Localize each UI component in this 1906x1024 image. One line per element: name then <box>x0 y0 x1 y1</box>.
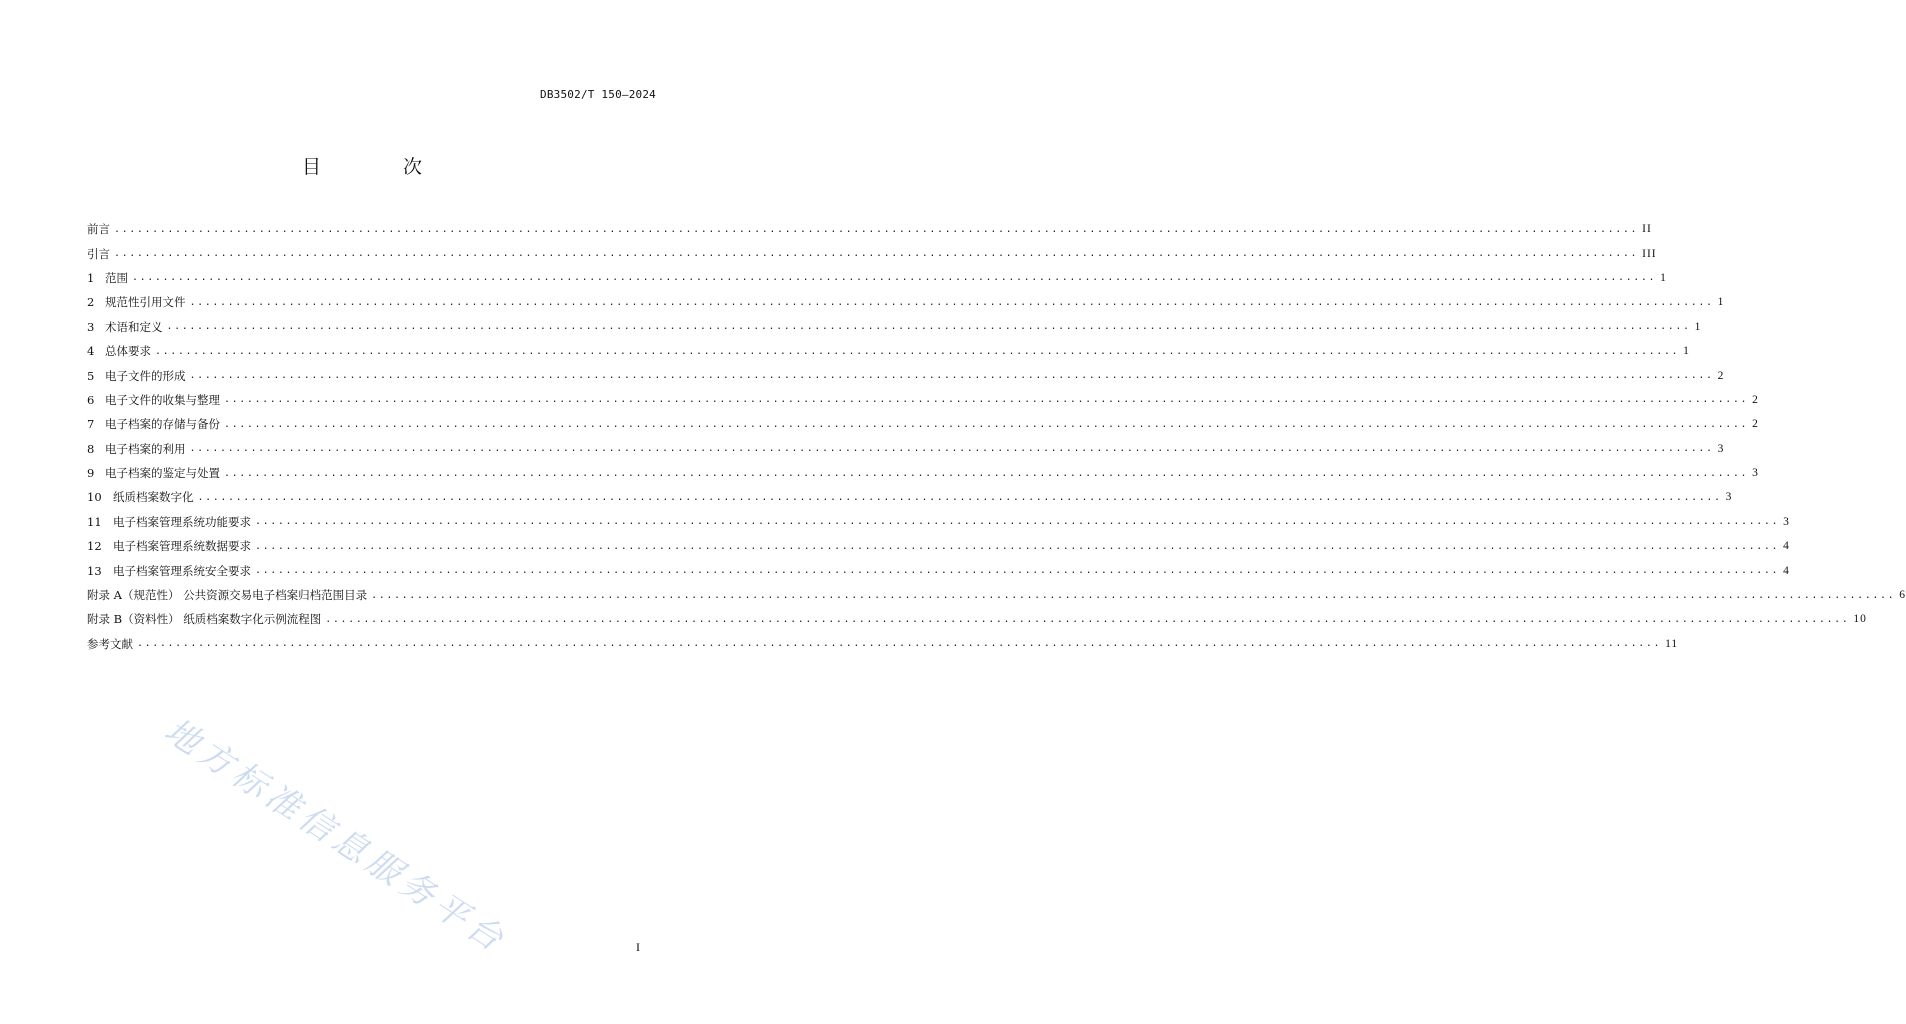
toc-entry[interactable] <box>87 290 1725 314</box>
toc-entry[interactable] <box>87 534 1790 558</box>
toc-leader-dots: ........................................................................................................................................................................................................ <box>224 418 1749 430</box>
toc-entry-number: 1 <box>87 270 95 285</box>
toc-leader-dots: ........................................................................................................................................................................................................ <box>325 613 1850 625</box>
toc-leader-dots: ........................................................................................................................................................................................................ <box>224 467 1749 479</box>
toc-entry-label <box>87 465 220 481</box>
toc-entry-label <box>87 538 251 554</box>
toc-entry-label <box>87 489 194 505</box>
toc-entry-label <box>87 221 110 237</box>
toc-entry-text: 规范性引用文件 <box>105 295 186 310</box>
toc-entry-text: 电子文件的形成 <box>105 368 186 383</box>
toc-entry-page: 6 <box>1899 589 1906 602</box>
toc-entry-text: 前言 <box>87 222 110 237</box>
toc-entry-page: 4 <box>1783 540 1790 553</box>
toc-entry[interactable] <box>87 363 1725 387</box>
toc-entry[interactable] <box>87 241 1657 265</box>
toc-leader-dots: ........................................................................................................................................................................................................ <box>137 638 1662 650</box>
toc-entry-page: III <box>1642 247 1657 260</box>
standard-code: DB3502/T 150—2024 <box>540 88 656 101</box>
toc-entry-number: 8 <box>87 441 95 456</box>
toc-leader-dots: ........................................................................................................................................................................................................ <box>189 296 1714 308</box>
toc-entry-text: 附录 A（规范性） 公共资源交易电子档案归档范围目录 <box>87 588 368 603</box>
toc-entry-page: 10 <box>1853 613 1867 626</box>
toc-entry-number: 12 <box>87 539 102 554</box>
toc-entry-number: 2 <box>87 295 95 310</box>
toc-entry-label <box>87 343 151 359</box>
toc-entry[interactable] <box>87 315 1702 339</box>
toc-entry-text: 引言 <box>87 246 110 261</box>
toc-entry-label <box>87 294 186 310</box>
toc-entry-number: 10 <box>87 490 102 505</box>
toc-leader-dots: ........................................................................................................................................................................................................ <box>255 540 1780 552</box>
toc-entry-page: 4 <box>1783 564 1790 577</box>
toc-entry-label <box>87 514 251 530</box>
toc-leader-dots: ........................................................................................................................................................................................................ <box>371 589 1896 601</box>
toc-entry-text: 电子档案的利用 <box>105 441 186 456</box>
toc-entry-label <box>87 392 220 408</box>
toc-entry-number: 7 <box>87 417 95 432</box>
page-number: I <box>636 940 640 954</box>
toc-leader-dots: ........................................................................................................................................................................................................ <box>255 565 1780 577</box>
toc-entry-page: 11 <box>1665 637 1679 650</box>
toc-entry-page: 3 <box>1783 515 1790 528</box>
toc-entry-label <box>87 416 220 432</box>
toc-entry-page: II <box>1642 223 1652 236</box>
toc-leader-dots: ........................................................................................................................................................................................................ <box>189 370 1714 382</box>
toc-entry[interactable] <box>87 437 1725 461</box>
toc-entry-number: 9 <box>87 466 95 481</box>
toc-entry-label <box>87 368 186 384</box>
toc-leader-dots: ........................................................................................................................................................................................................ <box>132 272 1657 284</box>
toc-entry-page: 3 <box>1725 491 1733 504</box>
toc-entry-page: 1 <box>1683 345 1690 358</box>
toc-entry[interactable] <box>87 510 1790 534</box>
toc-entry-number: 13 <box>87 563 102 578</box>
toc-entry-text: 纸质档案数字化 <box>113 490 194 505</box>
toc-entry-label <box>87 587 367 603</box>
toc-entry[interactable] <box>87 412 1759 436</box>
toc-entry-label <box>87 246 110 262</box>
toc-entry-text: 附录 B（资料性） 纸质档案数字化示例流程图 <box>87 612 322 627</box>
toc-entry-text: 电子档案的存储与备份 <box>105 417 220 432</box>
toc-entry-text: 电子档案的鉴定与处置 <box>105 466 220 481</box>
toc-entry-page: 2 <box>1717 369 1725 382</box>
toc-entry-number: 11 <box>87 514 102 529</box>
toc-entry[interactable] <box>87 388 1759 412</box>
toc-entry-label <box>87 319 163 335</box>
toc-entry-number: 4 <box>87 344 95 359</box>
toc-entry-number: 3 <box>87 319 95 334</box>
toc-entry-text: 电子档案管理系统功能要求 <box>113 514 251 529</box>
toc-entry[interactable] <box>87 632 1679 656</box>
toc-leader-dots: ........................................................................................................................................................................................................ <box>114 223 1639 235</box>
toc-leader-dots: ........................................................................................................................................................................................................ <box>114 248 1639 260</box>
toc-leader-dots: ........................................................................................................................................................................................................ <box>155 345 1680 357</box>
toc-entry-text: 范围 <box>105 270 128 285</box>
toc-entry-text: 术语和定义 <box>105 319 163 334</box>
toc-entry[interactable] <box>87 607 1867 631</box>
toc-entry-text: 参考文献 <box>87 636 133 651</box>
toc-entry[interactable] <box>87 558 1790 582</box>
toc-leader-dots: ........................................................................................................................................................................................................ <box>224 394 1749 406</box>
toc-entry-text: 电子档案管理系统数据要求 <box>113 539 251 554</box>
toc-leader-dots: ........................................................................................................................................................................................................ <box>197 491 1722 503</box>
toc-entry-page: 3 <box>1752 467 1759 480</box>
toc-entry-page: 1 <box>1717 296 1725 309</box>
toc-entry[interactable] <box>87 339 1690 363</box>
toc-entry-text: 电子档案管理系统安全要求 <box>113 563 251 578</box>
toc-entry[interactable] <box>87 217 1652 241</box>
toc-entry-label <box>87 563 251 579</box>
page-title: 目 次 <box>301 156 461 178</box>
toc-entry[interactable] <box>87 266 1667 290</box>
toc-entry-label <box>87 270 128 286</box>
toc-leader-dots: ........................................................................................................................................................................................................ <box>166 321 1691 333</box>
toc-entry[interactable] <box>87 461 1759 485</box>
toc-entry-text: 总体要求 <box>105 344 151 359</box>
toc-entry-page: 1 <box>1694 320 1702 333</box>
toc-entry-page: 3 <box>1717 442 1725 455</box>
table-of-contents <box>87 217 1906 656</box>
toc-entry-page: 2 <box>1752 393 1759 406</box>
watermark: 地方标准信息服务平台 <box>157 710 515 963</box>
toc-entry[interactable] <box>87 485 1733 509</box>
toc-entry-label <box>87 636 133 652</box>
toc-entry-text: 电子文件的收集与整理 <box>105 392 220 407</box>
toc-leader-dots: ........................................................................................................................................................................................................ <box>255 516 1780 528</box>
toc-entry-number: 6 <box>87 392 95 407</box>
toc-leader-dots: ........................................................................................................................................................................................................ <box>189 443 1714 455</box>
toc-entry-label <box>87 611 321 627</box>
toc-entry-page: 2 <box>1752 418 1759 431</box>
toc-entry-number: 5 <box>87 368 95 383</box>
toc-entry[interactable] <box>87 583 1906 607</box>
toc-entry-label <box>87 441 186 457</box>
toc-entry-page: 1 <box>1660 271 1667 284</box>
